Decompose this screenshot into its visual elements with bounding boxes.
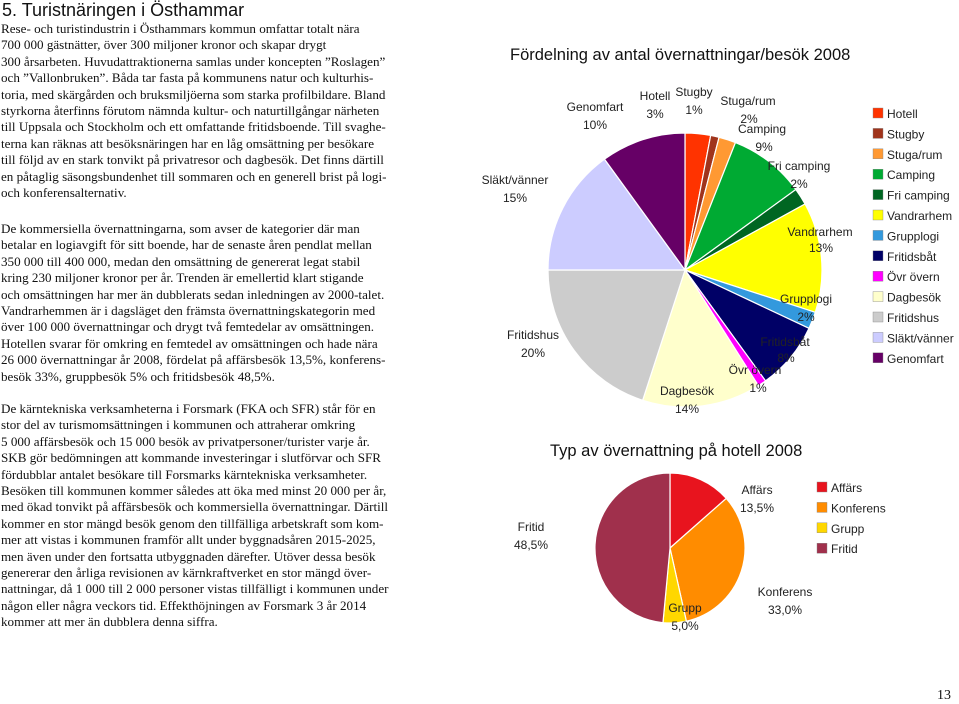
paragraph-line: Besöken till kommunen kommer således att öka med minst 20 000 per år, [1,483,387,499]
paragraph-line: fördubblar antalet besökare till Forsmarks kärntekniska verksamheter. [1,466,368,482]
pie2-legend-label: Grupp [831,521,865,536]
paragraph-line: Hotellen svarar för omkring en femtedel av omsättningen och hade nära [1,335,378,351]
paragraph-line: och ”Vallonbruken”. Båda tar fasta på kommunens natur och kulturhis- [1,70,374,86]
pie1-category-label: Fri camping [767,159,831,173]
pie2-category-label: Konferens [757,585,813,599]
pie1-value-label: 8% [777,351,795,365]
pie2-slice [595,473,670,623]
pie1-value-label: 15% [502,191,528,205]
pie1-legend-label: Stugby [887,127,925,142]
pie1-value-label: 2% [797,310,815,324]
pie1-legend-label: Dagbesök [887,290,942,305]
paragraph-line: 350 000 till 400 000, medan den omsättning de genererat legat stabil [1,253,361,269]
pie1-legend-swatch [873,230,883,240]
pie1-legend-swatch [873,108,883,118]
paragraph-line: och omsättningen har mer än dubblerats sedan inledningen av 2000-talet. [1,286,385,302]
paragraph-line: styrkorna återfinns förutom nämnda kultur- och naturtillgångar närheten [1,103,380,119]
pie1-legend-label: Fritidshus [887,311,940,325]
paragraph-line: nattningar, då 1 000 till 2 000 personer vistas tillfälligt i kommunen under [1,581,389,597]
pie1-legend-swatch [873,251,883,261]
paragraph-line: Rese- och turistindustrin i Östhammars kommun omfattar totalt nära [1,21,360,36]
pie1-value-label: 3% [646,107,664,121]
pie1-legend-swatch [873,190,883,200]
paragraph-line: med ökad tonvikt på affärsbesök och kommersiella övernattningar. Därtill [1,499,389,515]
pie1-legend-swatch [873,353,883,363]
pie1-value-label: 2% [740,112,758,126]
pie1-legend-label: Fritidsbåt [887,249,937,264]
pie2-legend-swatch [817,502,827,512]
pie1-category-label: Hotell [639,89,671,103]
pie1-value-label: 1% [685,103,703,117]
pie2-value-label: 48,5% [513,538,549,552]
pie1-value-label: 1% [749,381,767,395]
paragraph-line: terna kan räknas att besöksnäringen har en låg omsättning per besökare [1,135,375,151]
pie1-legend-swatch [873,149,883,159]
paragraph-line: 700 000 gästnätter, över 300 miljoner kronor och skapar drygt [1,37,327,53]
pie1-legend-swatch [873,332,883,342]
pie2-legend-label: Fritid [831,542,858,557]
paragraph-line: till Uppsala och Stockholm och ett omfattande fritidsboende. Till svaghe- [1,119,386,135]
section-heading: 5. Turistnäringen i Östhammar [2,0,245,20]
pie1-value-label: 13% [808,241,834,255]
pie1-category-label: Släkt/vänner [481,173,549,187]
pie1-category-label: Stuga/rum [720,94,776,108]
paragraph-line: genererar den årliga revisionen av kärnkraftverket en stor mängd över- [1,565,372,581]
paragraph-line: mer att vistas i kommunen framför allt under byggnadsåren 2015-2025, [1,532,376,548]
pie2-legend-swatch [817,482,827,492]
paragraph-line: till följd av en stark tonvikt på privatresor och dagbesök. Det finns därtill [1,152,384,168]
paragraph-line: men även under den fortsatta utbyggnaden därefter. Utöver dessa besök [1,548,376,564]
paragraph-line: Vandrarhemmen är i dagsläget den främsta övernattningskategorin med [1,303,376,319]
pie1-category-label: Fritidshus [506,328,560,342]
paragraph-line: besök 33%, gruppbesök 5% och fritidsbesök 48,5%. [1,368,275,384]
paragraph-line: någon eller några veckors tid. Effekthöjningen av Forsmark 3 år 2014 [1,597,367,613]
pie1-legend-swatch [873,312,883,322]
pie1-legend-label: Grupplogi [887,229,940,244]
paragraph-line: toria, med skärgården och bruksmiljöerna som starka profilbildare. Bland [1,86,386,102]
paragraph-line: 26 000 övernattningar år 2008, fördelat på affärsbesök 13,5%, konferens- [1,352,386,368]
pie1-legend-label: Fri camping [887,188,950,203]
paragraph-line: och konferensalternativ. [1,185,127,201]
pie2-category-label: Fritid [517,520,545,534]
pie1-legend-label: Övr övern [887,270,940,285]
pie2-legend-label: Affärs [831,481,863,495]
paragraph-line: stor del av turismomsättningen i kommunen och attraherar omkring [1,417,356,433]
pie2-value-label: 33,0% [767,603,803,617]
pie1-legend-label: Stuga/rum [887,147,943,162]
pie1-value-label: 14% [674,402,700,416]
paragraph-line: över 100 000 övernattningar och drygt två femtedelar av omsättningen. [1,319,375,335]
pie1-category-label: Vandrarhem [787,225,853,239]
pie1-category-label: Genomfart [566,100,624,114]
pie1-category-label: Övr övern [728,363,782,377]
pie1-legend-swatch [873,210,883,220]
paragraph-line: 5 000 affärsbesök och 15 000 besök av privatpersoner/turister varje år. [1,433,370,449]
paragraph-line: 300 årsarbeten. Huvudattraktionerna samlas under koncepten ”Roslagen” [1,53,386,69]
pie1-value-label: 2% [790,177,808,191]
pie2-value-label: 5,0% [671,619,699,633]
pie1-legend-label: Släkt/vänner [887,331,954,346]
pie1-legend-swatch [873,128,883,138]
pie1-legend-swatch [873,292,883,302]
paragraph-line: kommer en stor mängd besök genom den tillfälliga arbetskraft som kom- [1,515,384,531]
pie1-category-label: Grupplogi [779,292,833,306]
pie2-legend-swatch [817,523,827,533]
pie1-category-label: Camping [737,122,787,136]
paragraph-line: betalar en logiavgift för sitt boende, har de senaste åren pendlat mellan [1,237,372,253]
pie1-value-label: 10% [582,118,608,132]
pie2-title: Typ av övernattning på hotell 2008 [550,442,803,460]
paragraph-line: en påtaglig säsongsbundenhet till sommaren och en generell brist på logi- [1,168,387,184]
paragraph-line: kring 230 miljoner kronor per år. Trenden är emellertid klart stigande [1,270,364,286]
pie1-legend-label: Camping [887,168,936,183]
pie2-legend-swatch [817,543,827,553]
pie1-legend-label: Hotell [887,107,918,121]
pie1-title: Fördelning av antal övernattningar/besök 2008 [510,46,851,64]
pie1-category-label: Dagbesök [659,384,715,398]
pie2-value-label: 13,5% [739,501,775,515]
pie2-category-label: Affärs [741,483,773,497]
pie1-category-label: Stugby [675,85,713,99]
pie1-legend-swatch [873,271,883,281]
pie1-category-label: Fritidsbåt [760,335,810,349]
pie1-legend-label: Vandrarhem [887,209,953,223]
pie1-legend-label: Genomfart [887,351,944,366]
pie2-category-label: Grupp [668,601,702,615]
pie1-legend-swatch [873,169,883,179]
paragraph-line: SKB gör bedömningen att kommande investeringar i slutförvar och SFR [1,450,382,466]
pie2-legend-label: Konferens [831,501,886,516]
pie1-value-label: 20% [520,346,546,360]
paragraph-line: De kommersiella övernattningarna, som avser de kategorier där man [1,221,360,236]
page-number: 13 [937,688,951,703]
paragraph-line: De kärntekniska verksamheterna i Forsmark (FKA och SFR) står för en [1,401,376,416]
paragraph-line: kommer att mer än dubblera denna siffra. [1,614,218,630]
pie1-value-label: 9% [755,140,773,154]
